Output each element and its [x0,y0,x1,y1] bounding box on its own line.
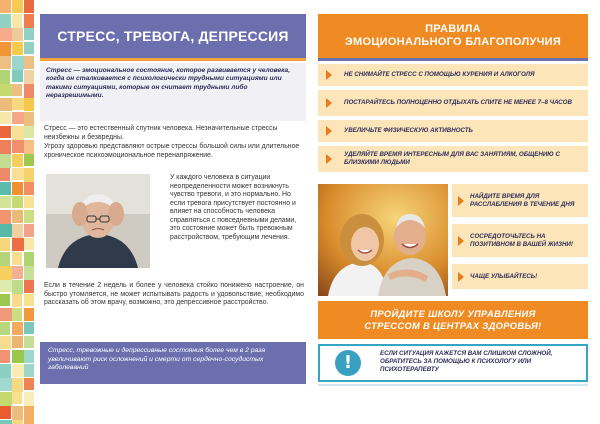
mosaic-tile [0,266,12,280]
mosaic-tile [12,406,23,420]
rule-item [452,224,588,257]
rule-item [318,120,588,142]
mosaic-tile [12,322,23,335]
mosaic-tile [12,154,23,167]
mosaic-tile [12,182,23,195]
arrow-bullet-icon [458,236,464,246]
mosaic-tile [24,210,34,223]
mosaic-tile [12,126,24,140]
mosaic-tile [24,336,34,348]
mosaic-tile [0,42,11,56]
mosaic-tile [12,56,24,70]
mosaic-tile [0,14,11,28]
mosaic-tile [12,308,22,321]
title-line-2: ЭМОЦИОНАЛЬНОГО БЛАГОПОЛУЧИЯ [344,35,562,48]
mosaic-tile [24,28,34,40]
mosaic-tile [12,140,24,153]
exclamation-icon: ! [335,350,361,376]
seek-help-text: ЕСЛИ СИТУАЦИЯ КАЖЕТСЯ ВАМ СЛИШКОМ СЛОЖНОЙ, ОБРАТИТЕСЬ ЗА ПОМОЩЬЮ К ПСИХОЛОГУ ИЛИ ПСИХОТЕРАПЕВТУ [380,350,553,373]
seek-help-box [318,344,588,382]
mosaic-tile [24,84,34,98]
mosaic-tile [0,378,12,391]
mosaic-tile [24,252,34,266]
mosaic-tile [0,56,11,69]
mosaic-tile [0,196,11,208]
mosaic-tile [12,0,23,13]
mosaic-tile [0,280,12,292]
risk-warning-footer: Стресс, тревожные и депрессивные состояния более чем в 2 раза увеличивают риск осложнений и смерти от сердечно-сосудистых заболеваний [40,342,306,384]
anxiety-paragraph: У каждого человека в ситуации неопределенности может возникнуть чувство тревоги, и это нормально. Но если тревога присутствует постоянно и влияет на способность человека справляться с повседневными делами, это состояние может быть тревожным расстройством, требующим лечения. [170,174,297,241]
mosaic-tile [12,42,23,55]
mosaic-tile [24,0,34,13]
mosaic-tile [0,420,12,424]
mosaic-tile [12,378,23,392]
mosaic-tile [24,350,34,363]
mosaic-tile [12,238,24,251]
mosaic-tile [12,210,23,223]
arrow-bullet-icon [326,70,332,80]
mosaic-tile [12,70,23,82]
mosaic-tile [24,182,34,195]
mosaic-tile [24,294,34,306]
mosaic-tile [24,266,34,280]
mosaic-tile [12,336,23,348]
mosaic-tile [24,322,34,334]
mosaic-tile [0,364,11,378]
rule-text: НАЙДИТЕ ВРЕМЯ ДЛЯ РАССЛАБЛЕНИЯ В ТЕЧЕНИЕ ДНЯ [470,192,575,208]
mosaic-tile [12,168,24,180]
mosaic-tile [24,406,34,420]
mosaic-tile [24,378,34,390]
rule-text: НЕ СНИМАЙТЕ СТРЕСС С ПОМОЩЬЮ КУРЕНИЯ И АЛКОГОЛЯ [344,71,535,79]
mosaic-tile [0,70,10,84]
rule-text: СОСРЕДОТОЧЬТЕСЬ НА ПОЗИТИВНОМ В ВАШЕЙ ЖИЗНИ! [470,232,573,248]
mosaic-tile [12,392,22,404]
mosaic-tile [24,420,34,424]
stress-school-banner [318,301,588,339]
mosaic-tile [0,168,10,181]
mosaic-tile [12,224,23,238]
mosaic-tile [12,280,23,294]
mosaic-tile [0,336,11,349]
stress-definition: Стресс — эмоциональное состояние, которое развивается у человека, когда он сталкивается с психологически трудными ситуациями или такими ситуациями, которые он считает трудными либо неразрешимыми. [40,63,306,121]
stress-section-title: СТРЕСС, ТРЕВОГА, ДЕПРЕССИЯ [40,14,306,58]
mosaic-tile [0,140,11,154]
stress-paragraph-2: Угрозу здоровью представляют острые стрессы большой силы или длительное хроническое психоэмоциональное перенапряжение. [44,143,300,159]
mosaic-tile [12,350,24,363]
arrow-bullet-icon [458,272,464,282]
mosaic-tile [12,196,23,208]
mosaic-tile [24,70,34,84]
mosaic-tile [0,84,12,96]
rule-text: УВЕЛИЧЬТЕ ФИЗИЧЕСКУЮ АКТИВНОСТЬ [344,127,473,135]
mosaic-tile [12,112,24,124]
rule-item [452,184,588,217]
mosaic-tile [24,112,34,126]
mosaic-tile [24,126,34,138]
divider [318,384,588,386]
mosaic-tile [24,280,34,293]
mosaic-tile [24,364,34,377]
mosaic-tile [24,42,34,54]
arrow-bullet-icon [326,126,332,136]
mosaic-tile [24,56,34,69]
rule-item [318,146,588,172]
extra-rules-list [452,184,588,296]
cta-line-2: СТРЕССОМ В ЦЕНТРАХ ЗДОРОВЬЯ! [364,320,542,331]
mosaic-tile [0,210,11,224]
mosaic-tile [0,350,10,363]
mosaic-tile [12,294,22,307]
mosaic-tile [0,126,11,138]
depression-paragraph: Если в течение 2 недель и более у человека стойко понижено настроение, он быстро утомляется, не может испытывать радость и удовольствие, необходимо рассказать об этом врачу, возможно, это депрессивное расстройство. [44,282,304,307]
arrow-bullet-icon [326,98,332,108]
mosaic-tile [0,154,11,168]
stress-section [40,14,306,372]
mosaic-tile [24,392,34,406]
rule-text: УДЕЛЯЙТЕ ВРЕМЯ ИНТЕРЕСНЫМ ДЛЯ ВАС ЗАНЯТИЯМ, ОБЩЕНИЮ С БЛИЗКИМИ ЛЮДЬМИ [344,151,560,166]
mosaic-tile [0,0,11,13]
mosaic-tile [24,98,34,111]
mosaic-tile [0,308,12,321]
mosaic-tile [12,420,23,424]
warning-badge [320,346,376,380]
arrow-bullet-icon [458,196,464,206]
mosaic-tile [24,14,34,28]
mosaic-tile [0,112,11,124]
mosaic-tile [0,392,12,406]
mosaic-tile [0,322,10,335]
mosaic-tile [24,154,34,166]
rule-item [318,90,588,116]
mosaic-tile [0,252,10,266]
mosaic-tile [0,98,12,111]
rules-list [318,64,588,176]
mosaic-tile [12,266,23,279]
rule-text: ЧАЩЕ УЛЫБАЙТЕСЬ! [470,272,538,280]
mosaic-tile [24,308,34,321]
mosaic-tile [24,224,34,237]
mosaic-tile [12,28,23,41]
mosaic-tile [24,140,34,154]
title-line-1: ПРАВИЛА [425,23,481,35]
cta-line-1: ПРОЙДИТЕ ШКОЛУ УПРАВЛЕНИЯ [370,308,536,319]
mosaic-tile [0,294,10,306]
rule-item [318,64,588,86]
mosaic-tile [12,252,22,265]
mosaic-tile [12,364,24,377]
mosaic-tile [24,168,34,182]
mosaic-tile [12,84,22,96]
stressed-man-photo [46,174,150,268]
wellbeing-rules-title [318,14,588,58]
mosaic-tile [12,98,24,110]
mosaic-tile [24,196,34,208]
mosaic-tile [12,14,22,28]
mosaic-tile [24,238,34,250]
wellbeing-rules-section [318,14,588,384]
arrow-bullet-icon [326,154,332,164]
rule-text: ПОСТАРАЙТЕСЬ ПОЛНОЦЕННО ОТДЫХАТЬ СПИТЕ НЕ МЕНЕЕ 7–8 ЧАСОВ [344,99,572,107]
happy-couple-photo [318,184,448,296]
decorative-mosaic-border [0,0,34,424]
mosaic-tile [0,224,12,237]
mosaic-tile [0,238,10,251]
mosaic-tile [0,182,11,195]
rule-item [452,264,588,289]
stress-paragraph-1: Стресс — это естественный спутник человека. Незначительные стрессы неизбежны и безвредны. [44,125,278,141]
mosaic-tile [0,406,11,419]
mosaic-tile [0,28,12,41]
